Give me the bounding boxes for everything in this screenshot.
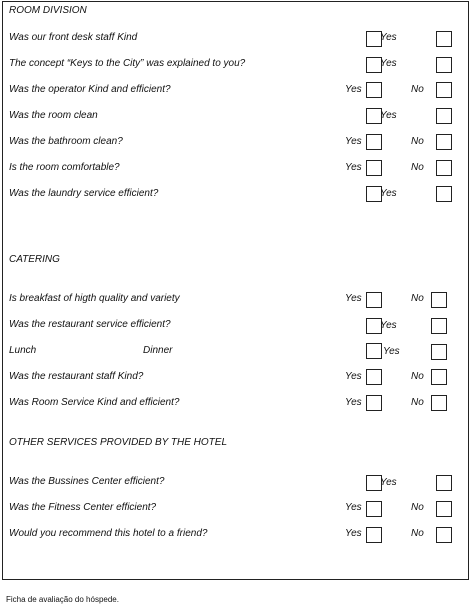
no-label: No: [411, 136, 424, 147]
question-recommend: Would you recommend this hotel to a friend?: [9, 528, 208, 539]
question-fitness-center: Was the Fitness Center efficient?: [9, 502, 157, 513]
checkbox-operator-yes[interactable]: [366, 82, 382, 98]
checkbox-keys-concept-no[interactable]: [436, 57, 452, 73]
checkbox-breakfast-yes[interactable]: [366, 292, 382, 308]
question-front-desk: Was our front desk staff Kind: [9, 32, 138, 43]
yes-label: Yes: [345, 397, 362, 408]
no-label: No: [411, 371, 424, 382]
yes-label: Yes: [380, 32, 397, 43]
checkbox-bathroom-clean-no[interactable]: [436, 134, 452, 150]
checkbox-lunch-dinner-yes[interactable]: [366, 343, 382, 359]
section-title-room-division: ROOM DIVISION: [9, 5, 87, 16]
question-operator: Was the operator Kind and efficient?: [9, 84, 171, 95]
checkbox-fitness-center-yes[interactable]: [366, 501, 382, 517]
checkbox-laundry-no[interactable]: [436, 186, 452, 202]
yes-label: Yes: [380, 110, 397, 121]
figure-caption: Ficha de avaliação do hóspede.: [6, 595, 119, 604]
section-title-catering: CATERING: [9, 254, 60, 265]
checkbox-room-service-yes[interactable]: [366, 395, 382, 411]
yes-label: Yes: [345, 84, 362, 95]
no-label: No: [411, 162, 424, 173]
checkbox-recommend-yes[interactable]: [366, 527, 382, 543]
yes-label: Yes: [383, 346, 400, 357]
yes-label: Yes: [380, 477, 397, 488]
no-label: No: [411, 84, 424, 95]
no-label: No: [411, 528, 424, 539]
yes-label: Yes: [380, 320, 397, 331]
yes-label: Yes: [345, 502, 362, 513]
label-dinner: Dinner: [143, 345, 173, 356]
question-room-comfortable: Is the room comfortable?: [9, 162, 120, 173]
question-room-service: Was Room Service Kind and efficient?: [9, 397, 180, 408]
yes-label: Yes: [345, 162, 362, 173]
question-laundry: Was the laundry service efficient?: [9, 188, 159, 199]
checkbox-operator-no[interactable]: [436, 82, 452, 98]
yes-label: Yes: [345, 371, 362, 382]
yes-label: Yes: [345, 293, 362, 304]
question-restaurant-staff: Was the restaurant staff Kind?: [9, 371, 144, 382]
checkbox-lunch-dinner-no[interactable]: [431, 344, 447, 360]
checkbox-bathroom-clean-yes[interactable]: [366, 134, 382, 150]
checkbox-restaurant-staff-yes[interactable]: [366, 369, 382, 385]
checkbox-fitness-center-no[interactable]: [436, 501, 452, 517]
section-title-other-services: OTHER SERVICES PROVIDED BY THE HOTEL: [9, 437, 228, 448]
no-label: No: [411, 397, 424, 408]
checkbox-breakfast-no[interactable]: [431, 292, 447, 308]
checkbox-recommend-no[interactable]: [436, 527, 452, 543]
question-room-clean: Was the room clean: [9, 110, 98, 121]
yes-label: Yes: [380, 188, 397, 199]
question-business-center: Was the Bussines Center efficient?: [9, 476, 165, 487]
checkbox-restaurant-staff-no[interactable]: [431, 369, 447, 385]
checkbox-restaurant-service-no[interactable]: [431, 318, 447, 334]
survey-form: [2, 1, 469, 580]
checkbox-business-center-no[interactable]: [436, 475, 452, 491]
question-restaurant-service: Was the restaurant service efficient?: [9, 319, 171, 330]
no-label: No: [411, 293, 424, 304]
question-breakfast: Is breakfast of higth quality and variety: [9, 293, 180, 304]
yes-label: Yes: [345, 136, 362, 147]
yes-label: Yes: [345, 528, 362, 539]
checkbox-front-desk-no[interactable]: [436, 31, 452, 47]
checkbox-room-comfortable-yes[interactable]: [366, 160, 382, 176]
question-keys-concept: The concept “Keys to the City” was explained to you?: [9, 58, 246, 69]
checkbox-room-service-no[interactable]: [431, 395, 447, 411]
question-bathroom-clean: Was the bathroom clean?: [9, 136, 123, 147]
checkbox-room-clean-no[interactable]: [436, 108, 452, 124]
checkbox-room-comfortable-no[interactable]: [436, 160, 452, 176]
no-label: No: [411, 502, 424, 513]
yes-label: Yes: [380, 58, 397, 69]
label-lunch: Lunch: [9, 345, 37, 356]
